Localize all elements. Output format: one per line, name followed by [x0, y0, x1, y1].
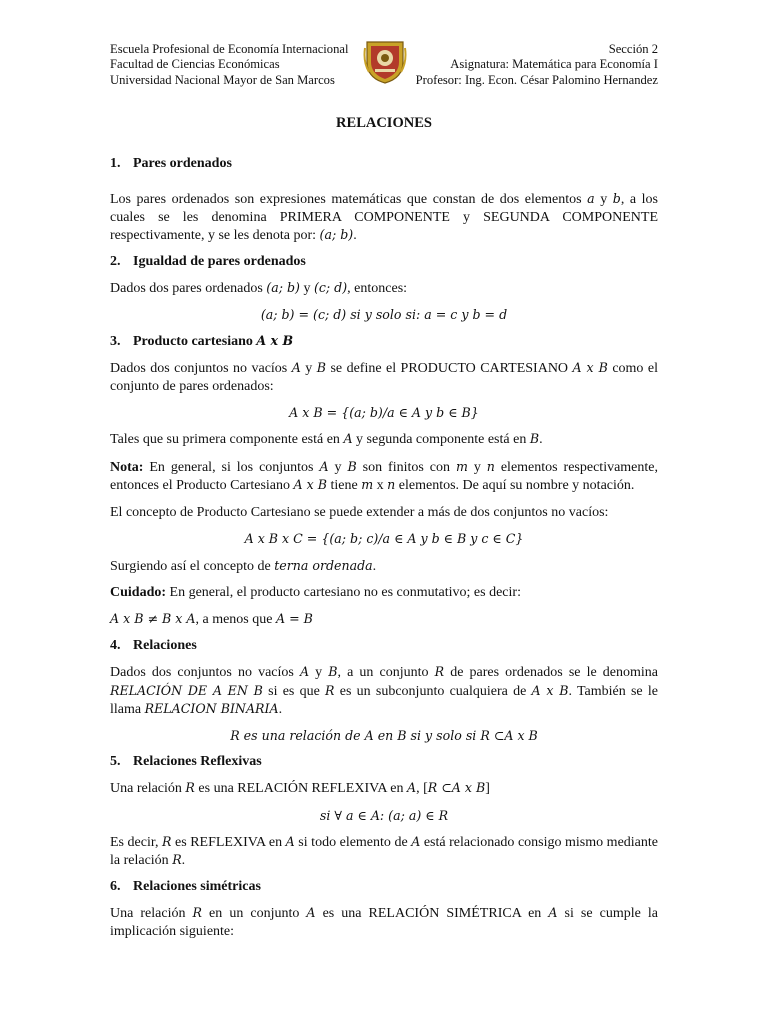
triple-product-formula: A x B x C = {(a; b; c)/a ∈ A y b ∈ B y c ∈ C} — [244, 531, 524, 547]
equality-formula: (a; b) = (c; d) si y solo si: a = c y b = d — [260, 307, 508, 323]
reflexive-formula: si ∀ a ∈ A: (a; a) ∈ R — [319, 807, 449, 823]
university-seal-icon — [363, 38, 407, 84]
caution-paragraph: Cuidado: En general, el producto cartesiano no es conmutativo; es decir: — [110, 584, 521, 600]
section-2-paragraph: Dados dos pares ordenados (a; b) y (c; d), entonces: — [110, 280, 408, 297]
ordered-triple-paragraph: Surgiendo así el concepto de terna ordenada. — [110, 557, 377, 574]
section-3-paragraph: Dados dos conjuntos no vacíos A y B se define el PRODUCTO CARTESIANO A x B como el conjunto de pares ordenados: — [110, 360, 658, 394]
header-university: Universidad Nacional Mayor de San Marcos — [110, 72, 335, 87]
document-title: RELACIONES — [336, 115, 432, 131]
reflexive-explanation: Es decir, R es REFLEXIVA en A si todo elemento de A está relacionado consigo mismo mediante la relación R. — [110, 833, 658, 869]
section-4-paragraph: Dados dos conjuntos no vacíos A y B, a un conjunto R de pares ordenados se le denomina RELACIÓN DE A EN B si es que R es un subconjunto cualquiera de A x B. También se le llama RELACION BINARIA. — [110, 664, 658, 717]
section-1-heading — [110, 155, 658, 172]
section-number: 1. — [110, 156, 121, 171]
header-left — [110, 42, 349, 88]
section-5-heading: 5. Relaciones Reflexivas — [110, 753, 262, 769]
header-course: Asignatura: Matemática para Economía I — [450, 57, 658, 72]
header-faculty: Facultad de Ciencias Económicas — [110, 57, 280, 72]
section-6-paragraph: Una relación R en un conjunto A es una RELACIÓN SIMÉTRICA en A si se cumple la implicación siguiente: — [110, 905, 658, 939]
document-body — [110, 155, 658, 940]
section-5-paragraph: Una relación R es una RELACIÓN REFLEXIVA en A, [R ⊂A x B] — [110, 780, 490, 797]
section-4-heading: 4. Relaciones — [110, 637, 197, 653]
header-professor: Profesor: Ing. Econ. César Palomino Hernandez — [415, 72, 658, 87]
non-commutative-line: A x B ≠ B x A, a menos que A = B — [110, 611, 313, 628]
header-right — [416, 42, 658, 88]
caution-label: Cuidado: — [110, 584, 167, 600]
cartesian-product-formula: A x B = {(a; b)/a ∈ A y b ∈ B} — [289, 405, 479, 421]
note-paragraph: Nota: En general, si los conjuntos A y B son finitos con m y n elementos respectivamente, entonces el Producto Cartesiano A x B tiene m x n elementos. De aquí su nombre y notación. — [110, 458, 658, 494]
relation-formula: R es una relación de A en B si y solo si R ⊂A x B — [230, 728, 538, 744]
section-3-heading: 3. Producto cartesiano A x B — [110, 332, 294, 349]
section-6-heading: 6. Relaciones simétricas — [110, 878, 261, 894]
components-paragraph: Tales que su primera componente está en A y segunda componente está en B. — [110, 431, 543, 448]
header-school: Escuela Profesional de Economía Internacional — [110, 42, 349, 56]
note-label: Nota: — [110, 459, 144, 475]
header-section: Sección 2 — [608, 42, 658, 56]
section-2-heading: 2. Igualdad de pares ordenados — [110, 253, 306, 269]
extension-paragraph: El concepto de Producto Cartesiano se puede extender a más de dos conjuntos no vacíos: — [110, 504, 609, 520]
section-1-paragraph: Los pares ordenados son expresiones matemáticas que constan de dos elementos a y b, a los cuales se les denomina PRIMERA COMPONENTE y SEGUNDA COMPONENTE respectivamente, y se les denota por: (a; b). — [110, 191, 658, 244]
section-title: Pares ordenados — [133, 156, 232, 171]
